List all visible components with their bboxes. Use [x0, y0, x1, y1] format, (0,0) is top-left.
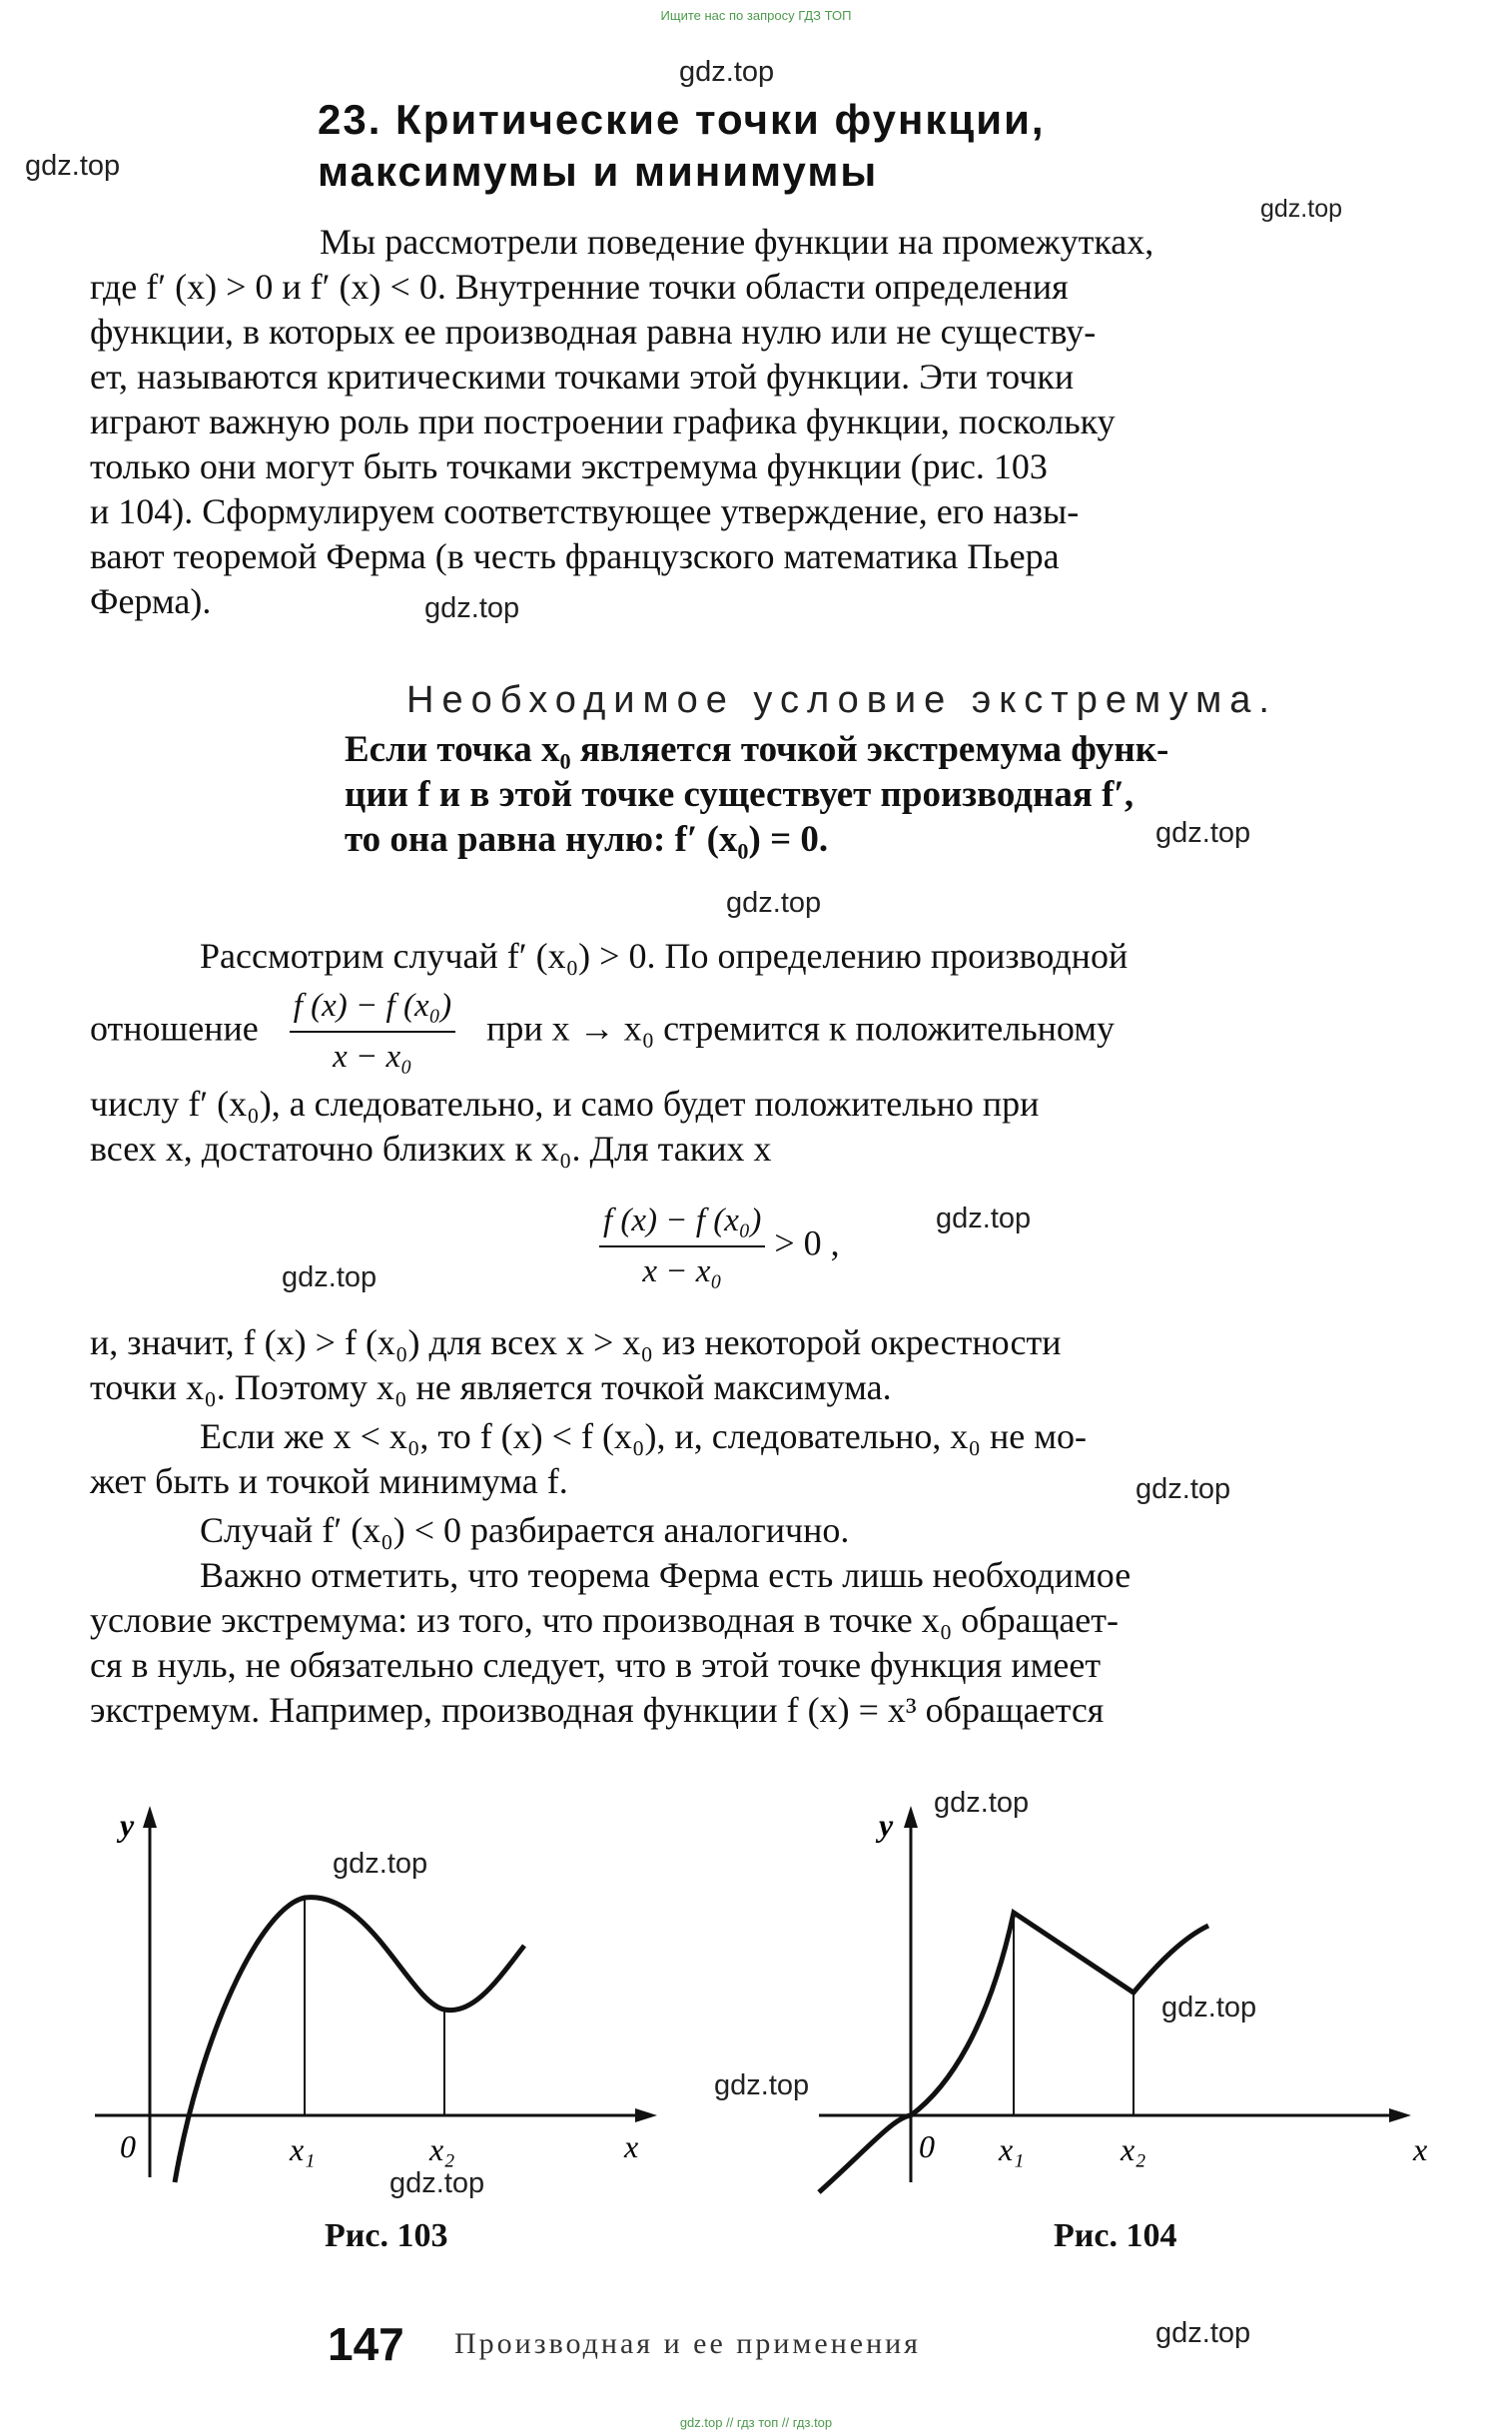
proof-fraction-line	[90, 984, 1433, 1080]
y-axis-label: y	[120, 1807, 135, 1843]
intro-line: играют важную роль при построении графика функции, поскольку	[90, 402, 1116, 441]
theorem-body	[345, 727, 1168, 862]
intro-line: ет, называются критическими точками этой функции. Эти точки	[90, 357, 1075, 397]
top-search-note: Ищите нас по запросу ГДЗ ТОП	[660, 8, 852, 23]
watermark: gdz.top	[679, 56, 775, 88]
section-heading-line2: максимумы и минимумы	[318, 148, 879, 195]
theorem-title: Необходимое условие экстремума.	[406, 679, 1277, 721]
x2-label: x₂	[429, 2131, 455, 2167]
x-axis-arrow	[635, 2108, 657, 2122]
watermark: gdz.top	[714, 2069, 810, 2101]
intro-line: Ферма).	[90, 581, 212, 621]
intro-paragraph	[90, 220, 1433, 624]
proof-line: Случай f′ (x₀) < 0 разбирается аналогично.	[200, 1510, 850, 1550]
watermark: gdz.top	[1155, 817, 1251, 849]
proof-line: Важно отметить, что теорема Ферма есть лишь необходимое	[200, 1555, 1132, 1595]
x-axis-arrow	[1389, 2108, 1411, 2122]
proof-line: Если же x < x₀, то f (x) < f (x₀), и, следовательно, x₀ не мо-	[200, 1416, 1087, 1456]
intro-line: функции, в которых ее производная равна нулю или не существу-	[90, 312, 1097, 352]
display-formula	[599, 1199, 840, 1294]
display-rhs: > 0 ,	[774, 1222, 840, 1263]
proof-paragraph-2	[90, 1082, 1433, 1172]
proof-line: условие экстремума: из того, что производная в точке x₀ обращает-	[90, 1600, 1119, 1640]
fraction-denominator: x − x₀	[333, 1039, 412, 1075]
watermark: gdz.top	[934, 1787, 1030, 1819]
x1-label: x₁	[290, 2131, 316, 2167]
intro-line: только они могут быть точками экстремума функции (рис. 103	[90, 446, 1048, 486]
y-axis-arrow	[904, 1806, 918, 1828]
intro-line: где f′ (x) > 0 и f′ (x) < 0. Внутренние точки области определения	[90, 267, 1069, 307]
origin-label: 0	[919, 2128, 935, 2164]
proof-text: отношение	[90, 1008, 259, 1049]
proof-line: числу f′ (x₀), а следовательно, и само будет положительно при	[90, 1084, 1040, 1124]
x-axis-label: x	[624, 2128, 639, 2164]
figure-103	[80, 1798, 679, 2197]
watermark: gdz.top	[1260, 195, 1343, 223]
y-axis-label: y	[879, 1807, 894, 1843]
fraction-numerator: f (x) − f (x₀)	[290, 984, 455, 1033]
watermark: gdz.top	[726, 887, 822, 919]
watermark: gdz.top	[1155, 2317, 1251, 2349]
section-heading-line1: 23. Критические точки функции,	[318, 96, 1046, 143]
bottom-site-note: gdz.top // гдз топ // гдз.top	[679, 2415, 833, 2430]
proof-line: ся в нуль, не обязательно следует, что в этой точке функция имеет	[90, 1645, 1102, 1685]
watermark: gdz.top	[1135, 1473, 1231, 1505]
y-axis-arrow	[143, 1806, 157, 1828]
watermark: gdz.top	[424, 592, 520, 624]
display-fraction	[599, 1199, 765, 1294]
intro-line: вают теоремой Ферма (в честь французского математика Пьера	[90, 536, 1060, 576]
proof-line: всех x, достаточно близких к x₀. Для таких x	[90, 1129, 772, 1169]
fraction-denominator: x − x₀	[642, 1253, 722, 1289]
proof-text: при x → x₀ стремится к положительному	[486, 1008, 1115, 1049]
proof-line: жет быть и точкой минимума f.	[90, 1461, 568, 1501]
origin-label: 0	[120, 2128, 136, 2164]
intro-line: и 104). Сформулируем соответствующее утверждение, его назы-	[90, 491, 1080, 531]
theorem-line: то она равна нулю: f′ (x₀) = 0.	[345, 819, 829, 860]
proof-paragraph-3	[90, 1320, 1433, 1733]
watermark: gdz.top	[25, 150, 121, 182]
x2-label: x₂	[1121, 2131, 1146, 2167]
x1-label: x₁	[999, 2131, 1025, 2167]
page-number: 147	[328, 2318, 404, 2370]
watermark: gdz.top	[282, 1261, 378, 1293]
fraction-numerator: f (x) − f (x₀)	[599, 1199, 765, 1247]
figure-103-caption: Рис. 103	[325, 2217, 448, 2254]
inline-fraction	[290, 984, 455, 1080]
intro-line: Мы рассмотрели поведение функции на промежутках,	[320, 222, 1154, 262]
proof-paragraph	[90, 934, 1433, 979]
watermark: gdz.top	[936, 1203, 1032, 1234]
x-axis-label: x	[1413, 2131, 1428, 2167]
proof-line: точки x₀. Поэтому x₀ не является точкой максимума.	[90, 1367, 892, 1407]
proof-line: и, значит, f (x) > f (x₀) для всех x > x₀ из некоторой окрестности	[90, 1322, 1062, 1362]
running-title: Производная и ее применения	[454, 2327, 921, 2360]
watermark: gdz.top	[1161, 1992, 1257, 2024]
watermark: gdz.top	[333, 1848, 428, 1880]
figure-104	[799, 1798, 1448, 2197]
proof-line: экстремум. Например, производная функции f (x) = x³ обращается	[90, 1690, 1105, 1730]
proof-line: Рассмотрим случай f′ (x₀) > 0. По определению производной	[200, 936, 1129, 976]
figure-104-caption: Рис. 104	[1054, 2217, 1177, 2254]
theorem-line: Если точка x₀ является точкой экстремума функ-	[345, 729, 1169, 770]
theorem-line: ции f и в этой точке существует производная f′,	[345, 774, 1134, 815]
watermark: gdz.top	[389, 2167, 485, 2199]
function-curve	[175, 1898, 524, 2182]
